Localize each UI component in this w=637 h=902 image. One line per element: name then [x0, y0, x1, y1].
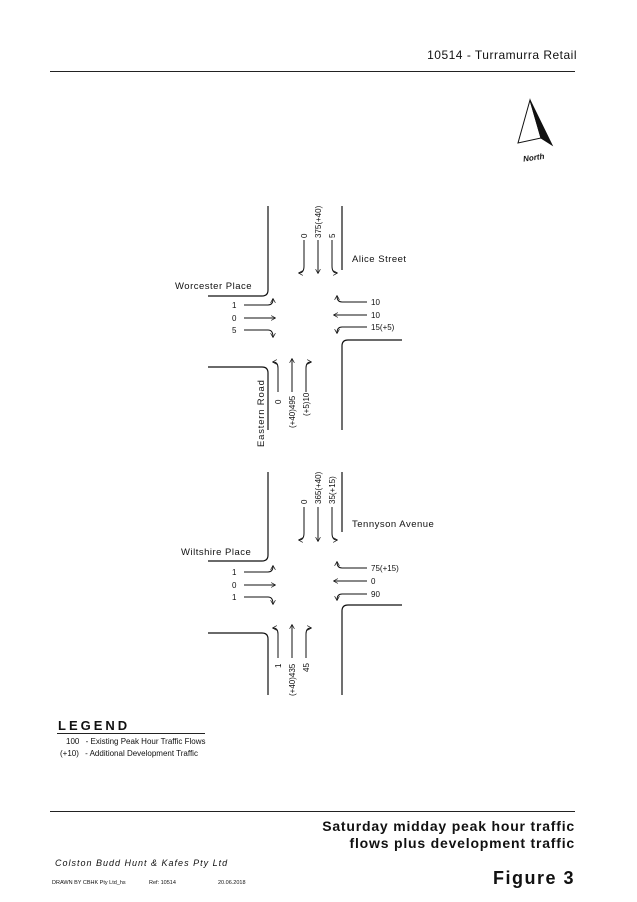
i1-nb-2: (+5)10: [302, 392, 311, 416]
i1-eastbound-arrows: [244, 299, 275, 337]
legend-underline: [57, 733, 205, 734]
i1-southbound-arrows: [299, 240, 337, 273]
caption-line-1: Saturday midday peak hour traffic: [322, 818, 575, 834]
worcester-place-label: Worcester Place: [175, 281, 253, 292]
company-name: Colston Budd Hunt & Kafes Pty Ltd: [55, 858, 229, 868]
i2-nb-2: 45: [302, 663, 311, 672]
reference: Ref: 10514: [149, 880, 176, 886]
north-arrow-icon: [518, 100, 552, 164]
project-title: 10514 - Turramurra Retail: [427, 48, 577, 62]
i1-eb-2: 5: [232, 326, 237, 335]
i1-eb-1: 0: [232, 314, 237, 323]
wiltshire-place-label: Wiltshire Place: [181, 547, 252, 558]
legend-text: - Additional Development Traffic: [85, 749, 198, 758]
i1-northbound-arrows: [273, 359, 311, 392]
i1-nb-1: (+40)495: [288, 395, 297, 428]
legend-key: 100: [66, 737, 80, 746]
footer-divider: [50, 811, 575, 812]
drawn-by: DRAWN BY CBHK Pty Ltd_hs: [52, 880, 126, 886]
i2-nb-1: (+40)435: [288, 663, 297, 696]
i2-wb-0: 75(+15): [371, 564, 399, 573]
i2-southbound-arrows: [299, 507, 337, 541]
legend-item-additional: [60, 749, 198, 758]
tennyson-avenue-label: Tennyson Avenue: [352, 519, 435, 530]
caption-line-2: flows plus development traffic: [349, 835, 575, 851]
i2-sb-0: 0: [300, 499, 309, 504]
i1-sb-0: 0: [300, 233, 309, 238]
date: 20.06.2018: [218, 880, 246, 886]
i2-sb-2: 35(+15): [328, 476, 337, 504]
alice-street-label: Alice Street: [352, 254, 407, 265]
i1-eb-0: 1: [232, 301, 237, 310]
i2-wb-2: 90: [371, 590, 380, 599]
i1-wb-1: 10: [371, 311, 380, 320]
i2-northbound-arrows: [273, 625, 311, 658]
i1-sb-1: 375(+40): [314, 205, 323, 238]
north-label: North: [522, 151, 545, 164]
i2-wb-1: 0: [371, 577, 376, 586]
i1-nb-0: 0: [274, 399, 283, 404]
i2-eb-0: 1: [232, 568, 237, 577]
figure-number: Figure 3: [492, 868, 575, 888]
i2-sb-1: 365(+40): [314, 471, 323, 504]
i2-eb-2: 1: [232, 593, 237, 602]
i1-wb-0: 10: [371, 298, 380, 307]
legend-key: (+10): [60, 749, 79, 758]
i2-eb-1: 0: [232, 581, 237, 590]
legend-item-existing: [66, 737, 205, 746]
legend-text: - Existing Peak Hour Traffic Flows: [85, 737, 206, 746]
i1-sb-2: 5: [328, 233, 337, 238]
legend-title: LEGEND: [58, 718, 131, 733]
i1-wb-2: 15(+5): [371, 323, 395, 332]
i1-westbound-arrows: [334, 296, 367, 333]
i2-westbound-arrows: [334, 562, 367, 600]
eastern-road-label: Eastern Road: [256, 379, 267, 447]
i2-eastbound-arrows: [244, 566, 275, 604]
i2-nb-0: 1: [274, 663, 283, 668]
